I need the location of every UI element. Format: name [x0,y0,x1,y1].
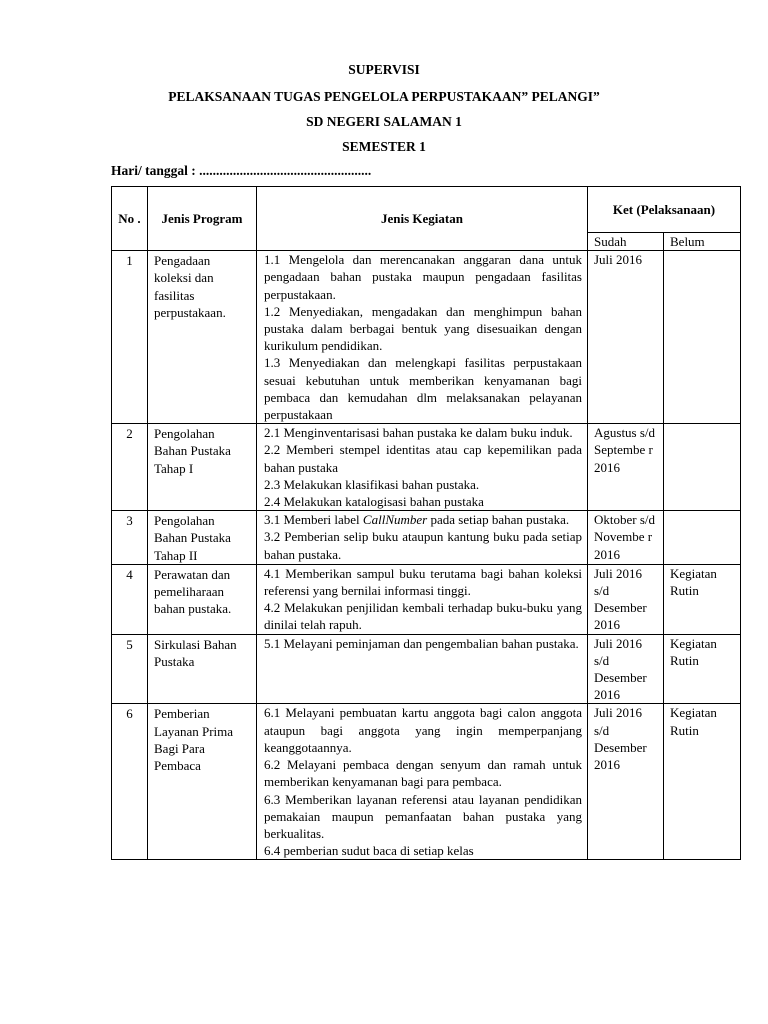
row-belum: Kegiatan Rutin [664,564,741,634]
header-sudah: Sudah [588,233,664,251]
row-activities [257,251,588,424]
row-program: Pengadaan koleksi dan fasilitas perpustakaan. [148,251,257,424]
supervision-table [111,186,741,860]
header-ket: Ket (Pelaksanaan) [588,187,741,233]
row-sudah: Agustus s/d Septembe r 2016 [588,424,664,511]
row-activities [257,634,588,704]
callnumber-term: CallNumber [362,512,428,528]
row-belum: Kegiatan Rutin [664,704,741,860]
table-row [112,511,741,565]
activity-item: 4.1 Memberikan sampul buku terutama bagi bahan koleksi referensi yang bernilai informasi tinggi. [264,565,582,599]
row-belum [664,424,741,511]
row-program: Perawatan dan pemeliharaan bahan pustaka. [148,564,257,634]
activity-item: 2.2 Memberi stempel identitas atau cap kepemilikan pada bahan pustaka [264,442,582,475]
row-sudah: Juli 2016 [588,251,664,424]
row-number: 5 [112,634,148,704]
activity-text: pada setiap bahan pustaka. [427,512,570,528]
document-subtitle: PELAKSANAAN TUGAS PENGELOLA PERPUSTAKAAN” PELANGI” [168,89,600,104]
header-belum: Belum [664,233,741,251]
row-number: 1 [112,251,148,424]
date-field-label: Hari/ tanggal : ................................................... [111,163,372,178]
table-row [112,704,741,860]
row-program: Pengolahan Bahan Pustaka Tahap I [148,424,257,511]
table-row [112,634,741,704]
header-program: Jenis Program [148,187,257,251]
activity-item: 2.3 Melakukan klasifikasi bahan pustaka. [264,476,480,492]
activity-item: 1.3 Menyediakan dan melengkapi fasilitas perpustakaan sesuai kebutuhan untuk memberikan kenyamanan bagi pembaca dan kemudahan dlm melaksanakan pelayanan perpustakaan [264,355,582,423]
activity-item: 3.2 Pemberian selip buku ataupun kantung buku pada setiap bahan pustaka. [264,529,582,562]
row-belum [664,251,741,424]
row-activities [257,704,588,860]
activity-item: 5.1 Melayani peminjaman dan pengembalian bahan pustaka. [264,635,579,651]
row-number: 2 [112,424,148,511]
header-kegiatan: Jenis Kegiatan [257,187,588,251]
activity-item: 1.1 Mengelola dan merencanakan anggaran dana untuk pengadaan bahan pustaka maupun pengadaan fasilitas perpustakaan. [264,252,582,302]
activity-item: 1.2 Menyediakan, mengadakan dan menghimpun bahan pustaka dalam berbagai bentuk yang disesuaikan dengan kurikulum pendidikan. [264,303,582,354]
activity-item: 6.2 Melayani pembaca dengan senyum dan ramah untuk memberikan kenyamanan bagi para pembaca. [264,757,582,790]
activity-item: 6.4 pemberian sudut baca di setiap kelas [264,843,474,859]
school-name: SD NEGERI SALAMAN 1 [306,114,462,129]
row-activities [257,424,588,511]
activity-item [264,511,582,528]
header-no: No . [112,187,148,251]
row-belum [664,511,741,565]
semester-label: SEMESTER 1 [342,139,426,154]
row-program: Pemberian Layanan Prima Bagi Para Pembaca [148,704,257,860]
table-row [112,424,741,511]
row-activities [257,564,588,634]
row-number: 3 [112,511,148,565]
row-sudah: Juli 2016 s/d Desember 2016 [588,704,664,860]
row-sudah: Oktober s/d Novembe r 2016 [588,511,664,565]
row-sudah: Juli 2016 s/d Desember 2016 [588,564,664,634]
row-program: Pengolahan Bahan Pustaka Tahap II [148,511,257,565]
row-number: 4 [112,564,148,634]
row-sudah: Juli 2016 s/d Desember 2016 [588,634,664,704]
row-number: 6 [112,704,148,860]
table-row [112,251,741,424]
row-program: Sirkulasi Bahan Pustaka [148,634,257,704]
activity-item: 2.1 Menginventarisasi bahan pustaka ke dalam buku induk. [264,425,573,441]
activity-item: 6.3 Memberikan layanan referensi atau layanan pendidikan pemakaian maupun pemanfaatan bahan pustaka yang berkualitas. [264,791,582,841]
activity-item: 6.1 Melayani pembuatan kartu anggota bagi calon anggota ataupun bagi anggota yang ingin memperpanjang keanggotaannya. [264,705,582,755]
row-belum: Kegiatan Rutin [664,634,741,704]
table-row [112,564,741,634]
activity-item: 2.4 Melakukan katalogisasi bahan pustaka [264,494,484,510]
row-activities [257,511,588,565]
activity-text: 3.1 Memberi label [264,512,363,528]
document-title: SUPERVISI [348,62,420,77]
activity-item: 4.2 Melakukan penjilidan kembali terhadap buku-buku yang dinilai telah rapuh. [264,600,582,633]
